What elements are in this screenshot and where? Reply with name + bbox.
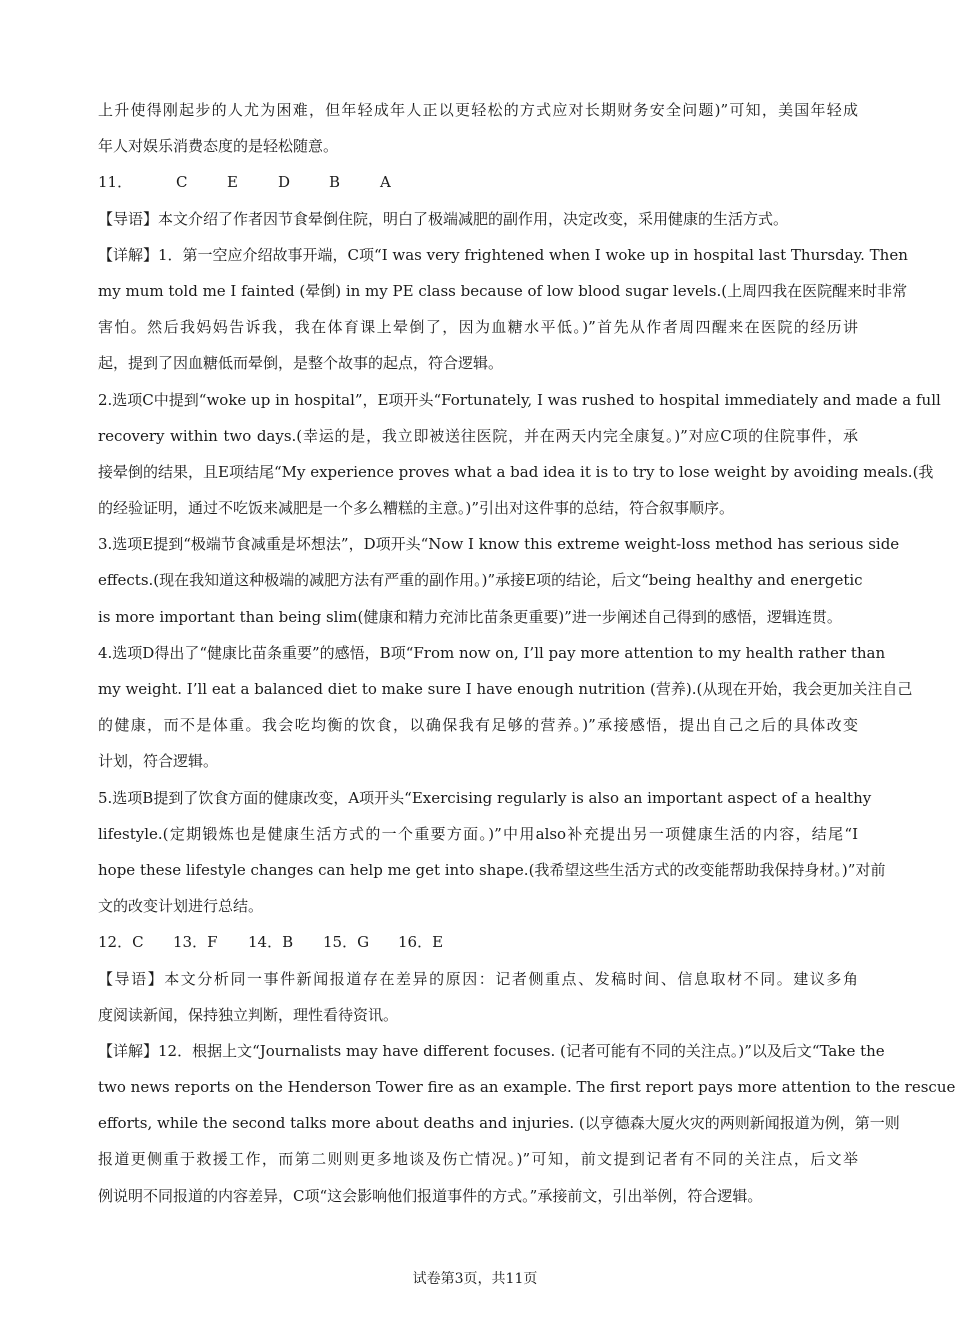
answer-letter: A (380, 173, 391, 192)
detail-line: effects.(现在我知道这种极端的减肥方法有严重的副作用。)”承接E项的结论，后文“being healthy and energetic (98, 571, 863, 590)
detail-line: 接晕倒的结果，且E项结尾“My experience proves what a bad idea it is to try to lose weight by avoiding meals.(我 (98, 462, 934, 481)
guide-line: 度阅读新闻，保持独立判断，理性看待资讯。 (98, 1005, 399, 1024)
paragraph-line: 上升使得刚起步的人尤为困难，但年轻成年人正以更轻松的方式应对长期财务安全问题)”可知，美国年轻成 (98, 101, 858, 119)
page-footer: 试卷第3页，共11页 (412, 1271, 538, 1287)
answer-row-11 (98, 164, 858, 200)
detail-line: 起，提到了因血糖低而晕倒，是整个故事的起点，符合逻辑。 (98, 354, 504, 373)
detail-line: 3.选项E提到“极端节食减重是坏想法”，D项开头“Now I know this extreme weight-loss method has serious side (98, 535, 900, 554)
detail-line: efforts, while the second talks more about deaths and injuries. (以亨德森大厦火灾的两则新闻报道为例，第一则 (98, 1114, 900, 1133)
answer-row-12-16 (98, 924, 858, 960)
detail-line: 文的改变计划进行总结。 (98, 897, 264, 916)
document-body (98, 92, 955, 1214)
question-number: 11． (98, 173, 133, 192)
detail-line: hope these lifestyle changes can help me get into shape.(我希望这些生活方式的改变能帮助我保持身材。)”对前 (98, 860, 886, 879)
detail-line: 【详解】12．根据上文“Journalists may have different focuses. (记者可能有不同的关注点。)”以及后文“Take the (98, 1041, 885, 1060)
answer-item: 14．B (248, 933, 294, 952)
detail-line: 【详解】1．第一空应介绍故事开端，C项“I was very frightened when I woke up in hospital last Thursday. Then (98, 245, 908, 264)
guide-line: 【导语】本文分析同一事件新闻报道存在差异的原因：记者侧重点、发稿时间、信息取材不同。建议多角 (98, 969, 858, 988)
detail-line: is more important than being slim(健康和精力充沛比苗条更重要)”进一步阐述自己得到的感悟，逻辑连贯。 (98, 607, 842, 626)
answer-item: 12．C (98, 933, 144, 952)
detail-line: lifestyle.(定期锻炼也是健康生活方式的一个重要方面。)”中用also补充提出另一项健康生活的内容，结尾“I (98, 824, 858, 843)
detail-line: recovery within two days.(幸运的是，我立即被送往医院，并在两天内完全康复。)”对应C项的住院事件，承 (98, 426, 858, 445)
detail-line: 的经验证明，通过不吃饭来减肥是一个多么糟糕的主意。)”引出对这件事的总结，符合叙事顺序。 (98, 499, 735, 518)
detail-line: 害怕。然后我妈妈告诉我，我在体育课上晕倒了，因为血糖水平低。)”首先从作者周四醒来在医院的经历讲 (98, 318, 858, 337)
detail-line: 的健康，而不是体重。我会吃均衡的饮食，以确保我有足够的营养。)”承接感悟，提出自己之后的具体改变 (98, 716, 858, 735)
detail-line: 计划，符合逻辑。 (98, 752, 219, 771)
detail-line: 4.选项D得出了“健康比苗条重要”的感悟，B项“From now on, I’ll pay more attention to my health rather than (98, 643, 886, 662)
answer-letter: B (329, 173, 341, 192)
answer-item: 15．G (323, 933, 370, 952)
answer-item: 16．E (398, 933, 444, 952)
answer-item: 13．F (173, 933, 218, 952)
answer-letter: D (278, 173, 291, 192)
guide-line: 【导语】本文介绍了作者因节食晕倒住院，明白了极端减肥的副作用，决定改变，采用健康的生活方式。 (98, 209, 789, 228)
detail-line: my mum told me I fainted (晕倒) in my PE class because of low blood sugar levels.(上周四我在医院醒来时非常 (98, 281, 908, 300)
detail-line: 报道更侧重于救援工作，而第二则则更多地谈及伤亡情况。)”可知，前文提到记者有不同的关注点，后文举 (98, 1150, 858, 1169)
detail-line: 例说明不同报道的内容差异，C项“这会影响他们报道事件的方式。”承接前文，引出举例，符合逻辑。 (98, 1186, 763, 1205)
answer-letter: C (176, 173, 188, 192)
detail-line: my weight. I’ll eat a balanced diet to make sure I have enough nutrition (营养).(从现在开始，我会更加关注自己 (98, 680, 913, 698)
detail-line: two news reports on the Henderson Tower fire as an example. The first report pays more attention to the rescue (98, 1078, 955, 1097)
paragraph-line: 年人对娱乐消费态度的是轻松随意。 (98, 137, 339, 156)
detail-line: 5.选项B提到了饮食方面的健康改变，A项开头“Exercising regularly is also an important aspect of a healthy (98, 788, 872, 807)
answer-letter: E (227, 173, 238, 192)
detail-line: 2.选项C中提到“woke up in hospital”，E项开头“Fortunately, I was rushed to hospital immediately and made a full (98, 390, 941, 409)
